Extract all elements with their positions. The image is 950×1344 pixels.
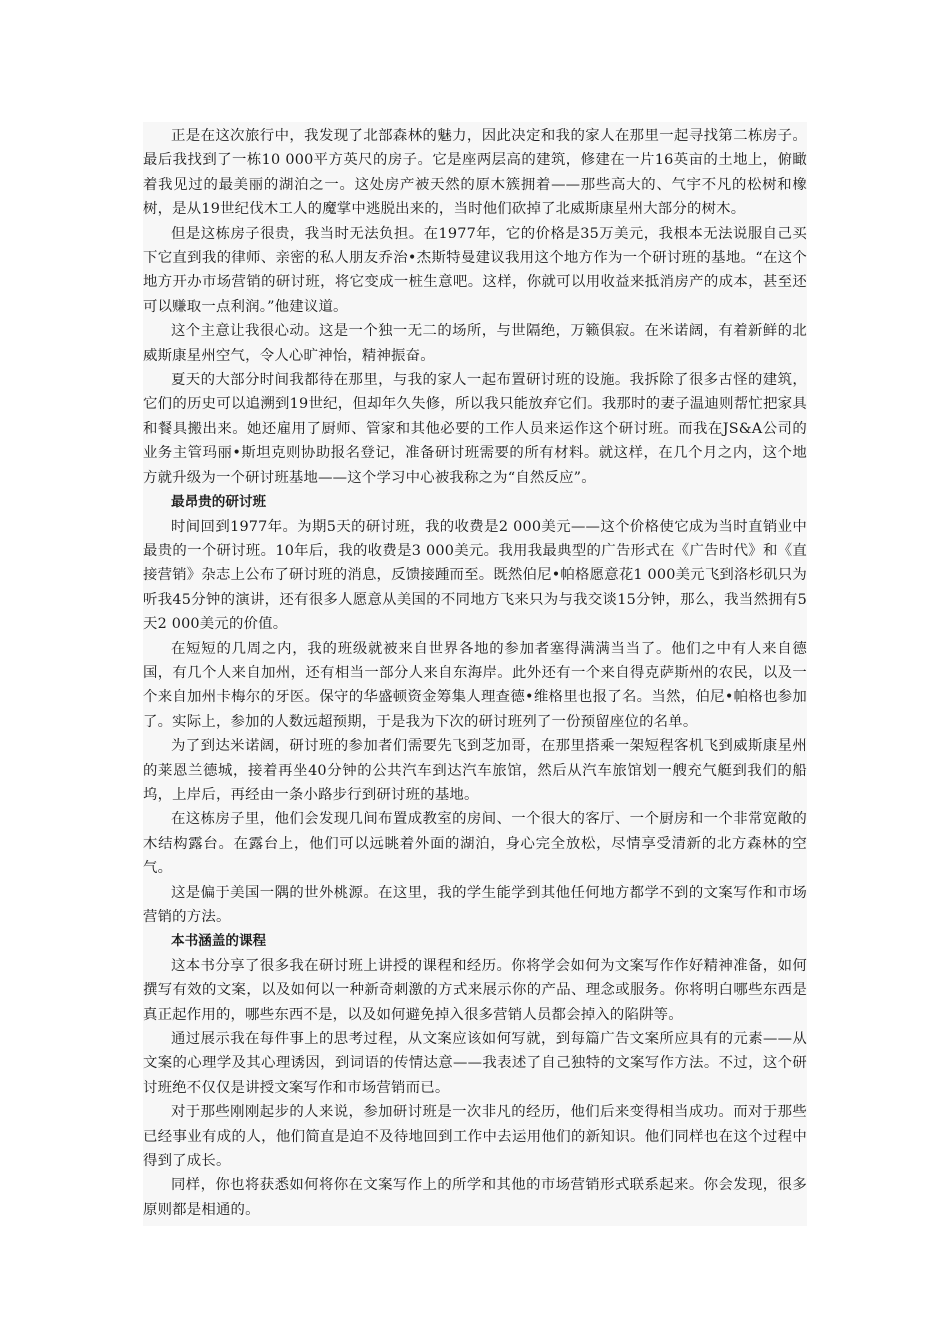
paragraph: 正是在这次旅行中，我发现了北部森林的魅力，因此决定和我的家人在那里一起寻找第二栋房子。最后我找到了一栋10 000平方英尺的房子。它是座两层高的建筑，修建在一片16英亩的土地上，俯瞰着我见过的最美丽的湖泊之一。这处房产被天然的原木簇拥着——那些高大的、气宇不凡的松树和橡树，是从19世纪伐木工人的魔掌中逃脱出来的，当时他们砍掉了北威斯康星州大部分的树木。 — [143, 128, 807, 218]
document-page — [143, 122, 807, 1226]
paragraph: 这是偏于美国一隅的世外桃源。在这里，我的学生能学到其他任何地方都学不到的文案写作和市场营销的方法。 — [143, 884, 807, 925]
paragraph: 时间回到1977年。为期5天的研讨班，我的收费是2 000美元——这个价格使它成为当时直销业中最贵的一个研讨班。10年后，我的收费是3 000美元。我用我最典型的广告形式在《广告时代》和《直接营销》杂志上公布了研讨班的消息，反馈接踵而至。既然伯尼•帕格愿意花1 000美元飞到洛杉矶只为听我45分钟的演讲，还有很多人愿意从美国的不同地方飞来只为与我交谈15分钟，那么，我当然拥有5天2 000美元的价值。 — [143, 518, 807, 633]
section-heading: 本书涵盖的课程 — [171, 933, 267, 950]
paragraph: 但是这栋房子很贵，我当时无法负担。在1977年，它的价格是35万美元，我根本无法说服自己买下它直到我的律师、亲密的私人朋友乔治•杰斯特曼建议我用这个地方作为一个研讨班的基地。“在这个地方开办市场营销的研讨班，将它变成一桩生意吧。这样，你就可以用收益来抵消房产的成本，甚至还可以赚取一点利润。”他建议道。 — [143, 225, 807, 315]
paragraph: 夏天的大部分时间我都待在那里，与我的家人一起布置研讨班的设施。我拆除了很多古怪的建筑，它们的历史可以追溯到19世纪，但却年久失修，所以我只能放弃它们。我那时的妻子温迪则帮忙把家具和餐具搬出来。她还雇用了厨师、管家和其他必要的工作人员来运作这个研讨班。而我在JS&A公司的业务主管玛丽•斯坦克则协助报名登记，准备研讨班需要的所有材料。就这样，在几个月之内，这个地方就升级为一个研讨班基地——这个学习中心被我称之为“自然反应”。 — [143, 372, 807, 486]
paragraph: 在这栋房子里，他们会发现几间布置成教室的房间、一个很大的客厅、一个厨房和一个非常宽敞的木结构露台。在露台上，他们可以远眺着外面的湖泊，身心完全放松，尽情享受清新的北方森林的空气。 — [143, 811, 807, 877]
paragraph: 同样，你也将获悉如何将你在文案写作上的所学和其他的市场营销形式联系起来。你会发现，很多原则都是相通的。 — [143, 1177, 807, 1218]
paragraph: 这本书分享了很多我在研讨班上讲授的课程和经历。你将学会如何为文案写作作好精神准备，如何撰写有效的文案，以及如何以一种新奇刺激的方式来展示你的产品、理念或服务。你将明白哪些东西是真正起作用的，哪些东西不是，以及如何避免掉入很多营销人员都会掉入的陷阱等。 — [143, 957, 807, 1023]
paragraph: 为了到达米诺阔，研讨班的参加者们需要先飞到芝加哥，在那里搭乘一架短程客机飞到威斯康星州的莱恩兰德城，接着再坐40分钟的公共汽车到达汽车旅馆，然后从汽车旅馆划一艘充气艇到我们的船坞，上岸后，再经由一条小路步行到研讨班的基地。 — [143, 738, 807, 803]
paragraph: 在短短的几周之内，我的班级就被来自世界各地的参加者塞得满满当当了。他们之中有人来自德国，有几个人来自加州，还有相当一部分人来自东海岸。此外还有一个来自得克萨斯州的农民，以及一个来自加州卡梅尔的牙医。保守的华盛顿资金筹集人理查德•维格里也报了名。当然，伯尼•帕格也参加了。实际上，参加的人数远超预期，于是我为下次的研讨班列了一份预留座位的名单。 — [143, 640, 807, 730]
paragraph: 对于那些刚刚起步的人来说，参加研讨班是一次非凡的经历，他们后来变得相当成功。而对于那些已经事业有成的人，他们简直是迫不及待地回到工作中去运用他们的新知识。他们同样也在这个过程中得到了成长。 — [143, 1104, 807, 1170]
section-heading: 最昂贵的研讨班 — [171, 494, 267, 511]
paragraph: 通过展示我在每件事上的思考过程，从文案应该如何写就，到每篇广告文案所应具有的元素——从文案的心理学及其心理诱因，到词语的传情达意——我表述了自己独特的文案写作方法。不过，这个研讨班绝不仅仅是讲授文案写作和市场营销而已。 — [143, 1031, 807, 1096]
paragraph: 这个主意让我很心动。这是一个独一无二的场所，与世隔绝，万籁俱寂。在米诺阔，有着新鲜的北威斯康星州空气，令人心旷神怡，精神振奋。 — [143, 323, 807, 364]
